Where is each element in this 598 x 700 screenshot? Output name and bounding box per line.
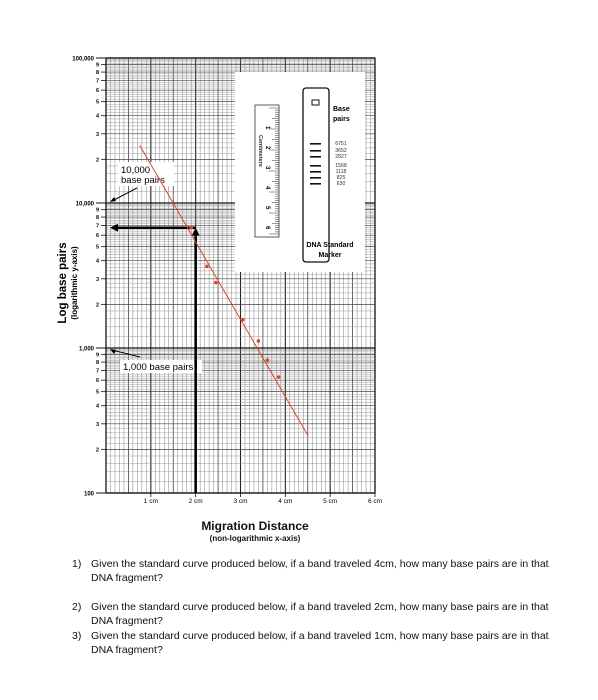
- annotation-1000: [120, 360, 202, 373]
- data-point: [266, 358, 270, 362]
- y-axis-subtitle: (logarithmic y-axis): [70, 246, 79, 320]
- x-tick-label: 1 cm: [143, 498, 158, 505]
- ruler-label: Centimeters: [257, 135, 263, 167]
- ruler-number: 5: [264, 206, 270, 210]
- band-label: 1568: [335, 163, 347, 169]
- dna-standard-marker-inset: [235, 72, 365, 272]
- ruler-number: 6: [264, 226, 270, 230]
- y-minor-tick-label: 9: [95, 207, 99, 214]
- data-point: [277, 375, 281, 379]
- question-3: [72, 629, 562, 657]
- y-minor-tick-label: 9: [95, 62, 99, 69]
- ruler-number: 4: [264, 186, 270, 190]
- y-minor-tick-label: 6: [95, 378, 99, 385]
- base-pairs-label-line2: pairs: [333, 116, 350, 123]
- y-minor-tick-label: 9: [95, 352, 99, 359]
- annotation-10000-line2: base pairs: [121, 175, 165, 186]
- gel-band: [310, 183, 321, 185]
- y-minor-tick-label: 8: [95, 215, 99, 222]
- y-minor-tick-label: 8: [95, 360, 99, 367]
- y-minor-tick-label: 8: [95, 70, 99, 77]
- y-minor-tick-label: 2: [95, 447, 99, 454]
- x-tick-label: 4 cm: [278, 498, 293, 505]
- data-point: [214, 281, 218, 285]
- marker-title-line2: Marker: [318, 252, 342, 259]
- y-major-tick-label: 100: [83, 491, 94, 498]
- question-2-text: Given the standard curve produced below, if a band traveled 2cm, how many base pairs are in that DNA fragment?: [91, 601, 549, 627]
- y-minor-tick-label: 7: [95, 368, 99, 375]
- y-minor-tick-label: 7: [95, 223, 99, 230]
- band-label: 6751: [335, 141, 347, 147]
- gel-band: [310, 177, 321, 179]
- annotation-10000: [118, 162, 174, 186]
- x-tick-label: 6 cm: [367, 498, 383, 505]
- ruler-number: 2: [264, 146, 270, 150]
- x-tick-label: 5 cm: [323, 498, 338, 505]
- x-axis-subtitle: (non-logarithmic x-axis): [209, 534, 301, 543]
- x-axis-title: Migration Distance: [201, 519, 309, 533]
- y-minor-tick-label: 5: [95, 389, 99, 396]
- question-1: [72, 557, 562, 585]
- band-label: 2827: [335, 154, 347, 160]
- data-point: [189, 226, 193, 230]
- y-minor-tick-label: 3: [95, 131, 99, 138]
- gel-band: [310, 156, 321, 158]
- band-label: 1118: [335, 169, 347, 175]
- y-minor-tick-label: 4: [95, 258, 99, 265]
- y-minor-tick-label: 2: [95, 157, 99, 164]
- y-minor-tick-label: 4: [95, 113, 99, 120]
- band-labels: [335, 141, 347, 187]
- band-label: 3652: [335, 148, 347, 154]
- band-label: 825: [336, 175, 346, 181]
- y-minor-tick-label: 5: [95, 99, 99, 106]
- y-minor-tick-label: 4: [95, 403, 99, 410]
- y-minor-tick-label: 6: [95, 233, 99, 240]
- question-1-number: 1): [72, 558, 82, 570]
- x-axis-tick-labels: [144, 493, 382, 505]
- gel-well: [312, 100, 319, 105]
- data-point: [241, 318, 245, 322]
- y-minor-tick-label: 3: [95, 421, 99, 428]
- arrow-10000: [112, 188, 137, 201]
- y-major-tick-label: 10,000: [75, 201, 94, 208]
- annotation-10000-line1: 10,000: [121, 165, 151, 176]
- x-tick-label: 2 cm: [188, 498, 203, 505]
- y-minor-tick-label: 3: [95, 276, 99, 283]
- y-minor-tick-label: 6: [95, 88, 99, 95]
- y-minor-tick-label: 5: [95, 244, 99, 251]
- question-1-text: Given the standard curve produced below, if a band traveled 4cm, how many base pairs are in that DNA fragment?: [91, 558, 549, 584]
- gel-band: [310, 150, 321, 152]
- gel-band: [310, 143, 321, 145]
- base-pairs-label-line1: Base: [333, 106, 350, 113]
- data-point: [205, 265, 209, 269]
- y-major-tick-label: 1,000: [78, 346, 94, 353]
- y-axis-title: Log base pairs: [57, 242, 69, 324]
- gel-band: [310, 171, 321, 173]
- x-tick-label: 3 cm: [233, 498, 248, 505]
- ruler-number: 1: [264, 126, 270, 130]
- question-3-number: 3): [72, 630, 82, 642]
- y-minor-tick-label: 7: [95, 78, 99, 85]
- question-2-number: 2): [72, 601, 82, 613]
- data-point: [257, 339, 261, 343]
- annotation-arrows: [110, 188, 140, 357]
- y-major-tick-label: 100,000: [72, 56, 94, 63]
- y-minor-tick-label: 2: [95, 302, 99, 309]
- ruler-number: 3: [264, 166, 270, 170]
- guide-horizontal-arrowhead: [110, 224, 118, 232]
- annotation-1000-text: 1,000 base pairs: [123, 362, 194, 373]
- question-3-text: Given the standard curve produced below, if a band traveled 1cm, how many base pairs are in that DNA fragment?: [91, 630, 549, 656]
- band-label: 630: [336, 181, 346, 187]
- question-2: [72, 600, 562, 628]
- gel-lane: [303, 88, 329, 262]
- gel-band: [310, 165, 321, 167]
- marker-title-line1: DNA Standard: [306, 242, 354, 249]
